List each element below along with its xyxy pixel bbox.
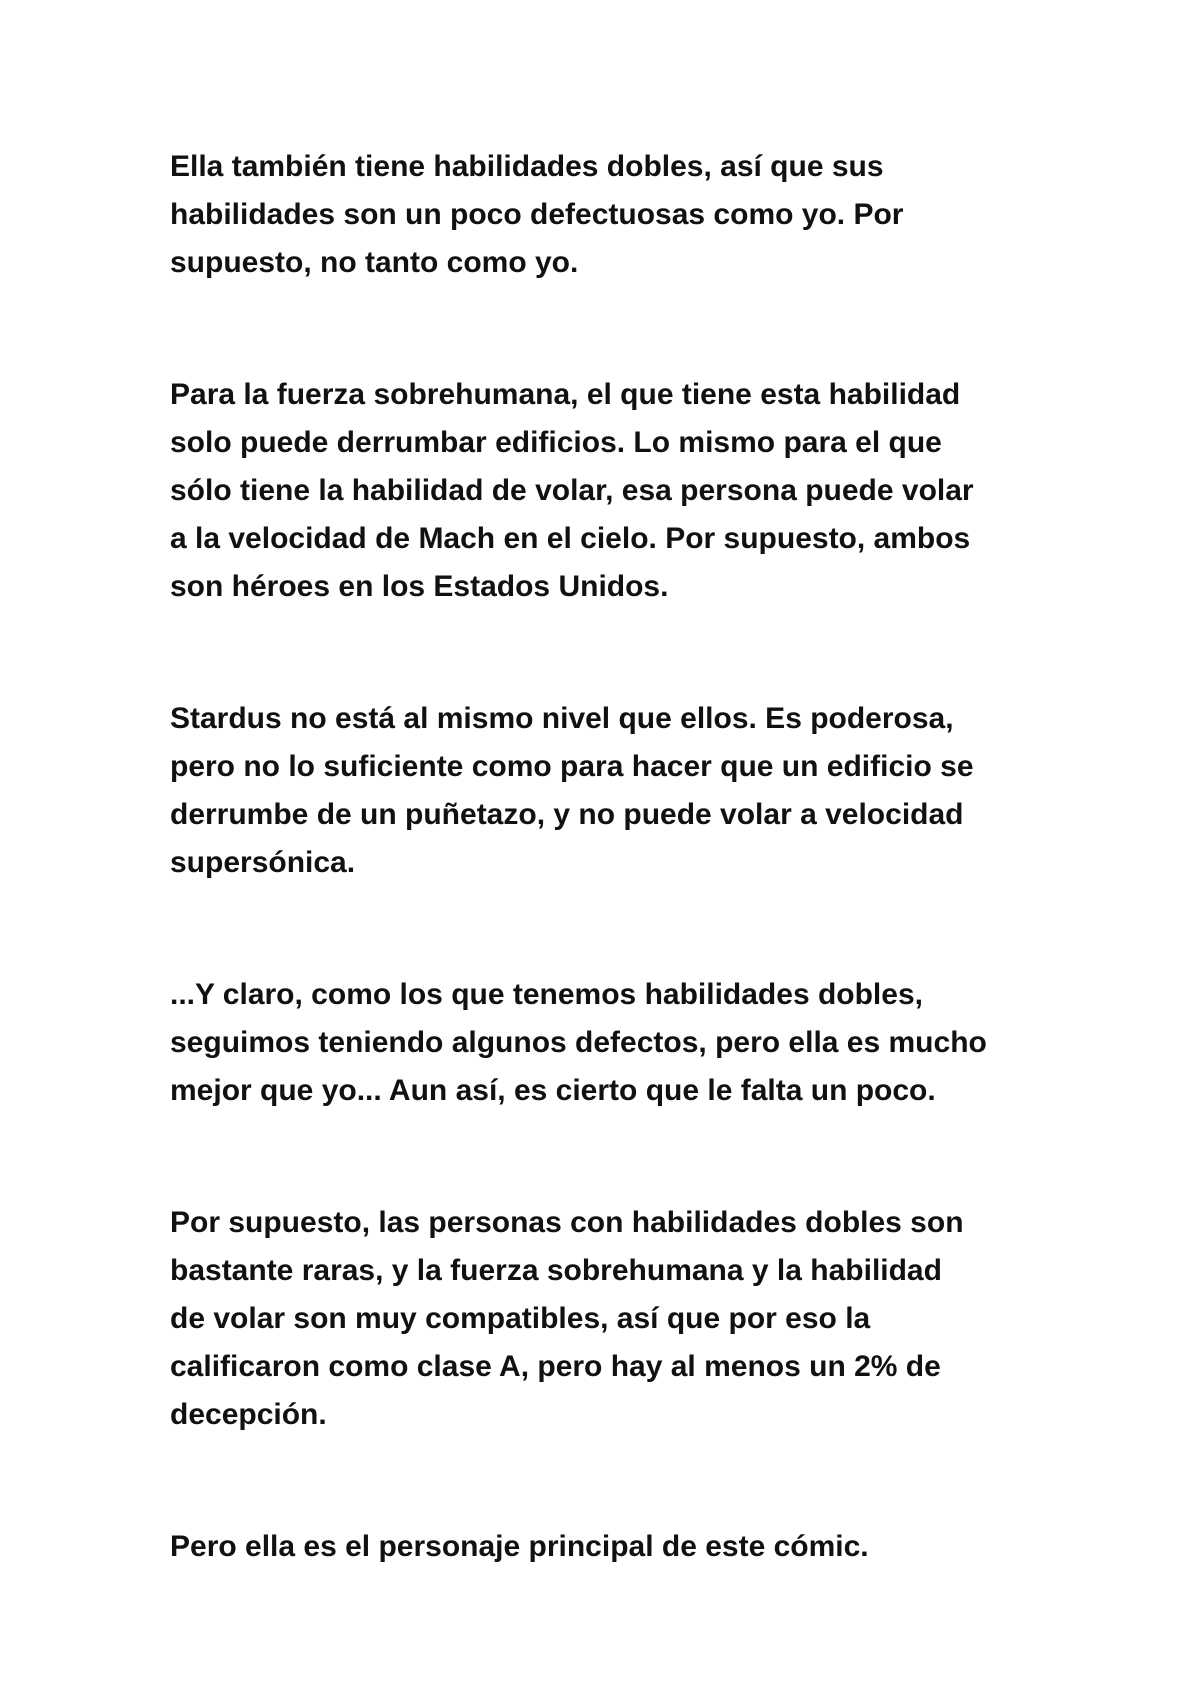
text-line: pero no lo suficiente como para hacer que un edificio se [170,750,974,783]
text-line: supuesto, no tanto como yo. [170,246,579,279]
paragraph-3 [170,695,1050,887]
text-line: Stardus no está al mismo nivel que ellos. Es poderosa, [170,702,954,735]
text-line: calificaron como clase A, pero hay al menos un 2% de [170,1350,941,1383]
text-line: sólo tiene la habilidad de volar, esa persona puede volar [170,474,974,507]
text-line: derrumbe de un puñetazo, y no puede volar a velocidad [170,798,964,831]
text-line: mejor que yo... Aun así, es cierto que le falta un poco. [170,1074,936,1107]
text-line: supersónica. [170,846,356,879]
text-line: bastante raras, y la fuerza sobrehumana y la habilidad [170,1254,942,1287]
text-line: Pero ella es el personaje principal de este cómic. [170,1530,869,1563]
text-line: decepción. [170,1398,327,1431]
text-line: solo puede derrumbar edificios. Lo mismo para el que [170,426,942,459]
text-line: habilidades son un poco defectuosas como yo. Por [170,198,904,231]
text-line: Para la fuerza sobrehumana, el que tiene esta habilidad [170,378,961,411]
text-line: ...Y claro, como los que tenemos habilidades dobles, [170,978,923,1011]
paragraph-1 [170,143,1050,287]
paragraph-4 [170,971,1050,1115]
text-line: Por supuesto, las personas con habilidades dobles son [170,1206,964,1239]
document-body [170,143,1050,1571]
text-line: seguimos teniendo algunos defectos, pero ella es mucho [170,1026,987,1059]
text-line: de volar son muy compatibles, así que por eso la [170,1302,871,1335]
text-line: a la velocidad de Mach en el cielo. Por supuesto, ambos [170,522,971,555]
paragraph-5 [170,1199,1050,1439]
paragraph-2 [170,371,1050,611]
text-line: Ella también tiene habilidades dobles, así que sus [170,150,884,183]
paragraph-6 [170,1523,1050,1571]
text-line: son héroes en los Estados Unidos. [170,570,669,603]
